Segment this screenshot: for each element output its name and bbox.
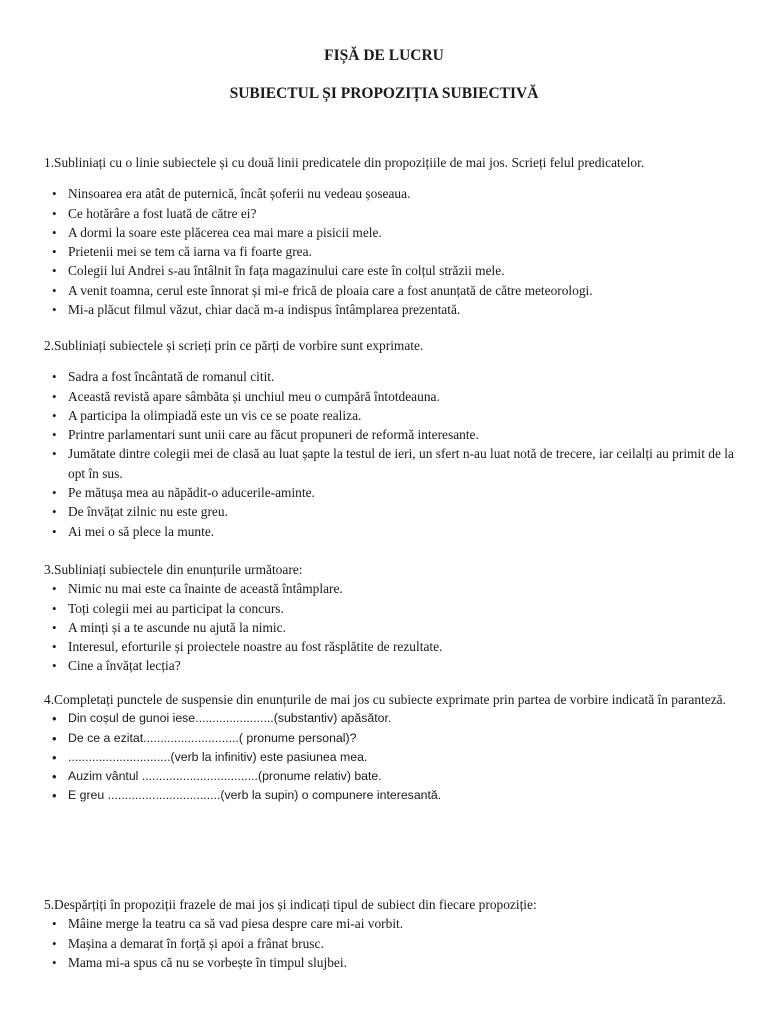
list-item: • Această revistă apare sâmbăta și unchiul meu o cumpără întotdeauna.	[44, 387, 734, 406]
list-item: • Mașina a demarat în forță și apoi a frânat brusc.	[44, 934, 734, 953]
worksheet-title: FIȘĂ DE LUCRU	[324, 47, 444, 64]
list-item: • A participa la olimpiadă este un vis ce se poate realiza.	[44, 406, 734, 425]
exercise-5	[44, 895, 734, 972]
exercise-3	[44, 560, 734, 676]
list-item: • Pe mătușa mea au năpădit-o aducerile-aminte.	[44, 483, 734, 502]
list-item: • Sadra a fost încântată de romanul citit.	[44, 367, 734, 386]
list-item: • A dormi la soare este plăcerea cea mai mare a pisicii mele.	[44, 223, 734, 242]
worksheet-subtitle: SUBIECTUL ȘI PROPOZIȚIA SUBIECTIVĂ	[229, 85, 539, 102]
list-item: • Prietenii mei se tem că iarna va fi foarte grea.	[44, 242, 734, 261]
exercise-4	[44, 690, 734, 806]
list-item: • Nimic nu mai este ca înainte de această întâmplare.	[44, 579, 734, 598]
list-item: • E greu .................................(verb la supin) o compunere interesantă.	[44, 786, 734, 805]
exercise-list	[44, 184, 734, 319]
list-item: • A venit toamna, cerul este înnorat și mi-e frică de ploaia care a fost anunțată de către meteorologi.	[44, 281, 734, 300]
exercise-list	[44, 367, 734, 541]
list-item: • Ai mei o să plece la munte.	[44, 522, 734, 541]
list-item: • A minți și a te ascunde nu ajută la nimic.	[44, 618, 734, 637]
exercise-heading: 2.Subliniați subiectele și scrieți prin ce părți de vorbire sunt exprimate.	[44, 338, 424, 353]
list-item: • Mama mi-a spus că nu se vorbește în timpul slujbei.	[44, 953, 734, 972]
exercise-list	[44, 709, 734, 805]
list-item: • Colegii lui Andrei s-au întâlnit în fața magazinului care este în colțul străzii mele.	[44, 261, 734, 280]
list-item: • Mi-a plăcut filmul văzut, chiar dacă m-a indispus întâmplarea prezentată.	[44, 300, 734, 319]
list-item: • Cine a învățat lecția?	[44, 656, 734, 675]
list-item: • De ce a ezitat............................( pronume personal)?	[44, 729, 734, 748]
exercise-heading: 4.Completați punctele de suspensie din enunțurile de mai jos cu subiecte exprimate prin partea de vorbire indicată în paranteză.	[44, 692, 726, 707]
list-item: • Auzim vântul ..................................(pronume relativ) bate.	[44, 767, 734, 786]
exercise-1	[44, 153, 734, 319]
list-item: • ..............................(verb la infinitiv) este pasiunea mea.	[44, 748, 734, 767]
list-item: • Interesul, eforturile și proiectele noastre au fost răsplătite de rezultate.	[44, 637, 734, 656]
exercise-heading: 1.Subliniați cu o linie subiectele și cu două linii predicatele din propozițiile de mai jos. Scrieți felul predicatelor.	[44, 155, 645, 170]
exercise-heading: 3.Subliniați subiectele din enunțurile următoare:	[44, 562, 303, 577]
list-item: • Ce hotărâre a fost luată de către ei?	[44, 204, 734, 223]
exercise-list	[44, 914, 734, 972]
list-item: • Mâine merge la teatru ca să vad piesa despre care mi-ai vorbit.	[44, 914, 734, 933]
list-item: • Din coșul de gunoi iese.......................(substantiv) apăsător.	[44, 709, 734, 728]
exercise-heading: 5.Despărțiți în propoziții frazele de mai jos și indicați tipul de subiect din fiecare propoziție:	[44, 897, 537, 912]
exercise-2	[44, 336, 734, 541]
exercise-list	[44, 579, 734, 675]
list-item: • Ninsoarea era atât de puternică, încât șoferii nu vedeau șoseaua.	[44, 184, 734, 203]
list-item: • Printre parlamentari sunt unii care au făcut propuneri de reformă interesante.	[44, 425, 734, 444]
list-item: • Jumătate dintre colegii mei de clasă au luat șapte la testul de ieri, un sfert n-au luat notă de trecere, iar ceilalți au primit de la opt în sus.	[44, 444, 734, 483]
list-item: • Toți colegii mei au participat la concurs.	[44, 599, 734, 618]
list-item: • De învățat zilnic nu este greu.	[44, 502, 734, 521]
